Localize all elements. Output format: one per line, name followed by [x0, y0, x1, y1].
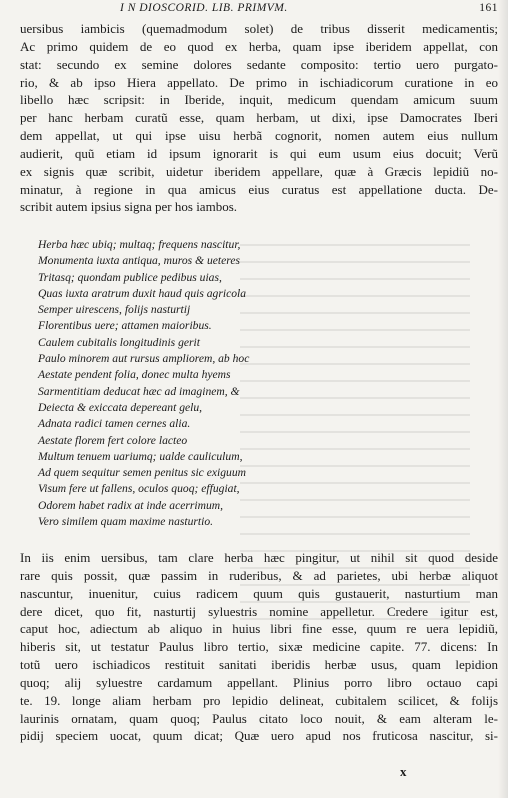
text-line: per hanc herbam curatũ esse, quam herbam, ut dixi, ipse Damocrates Iberi — [20, 110, 498, 126]
text-line: nascuntur, inuenitur, cuius radicem quum quis gustauerit, nasturtium man — [20, 585, 498, 601]
verse-line: Multum tenuem uariumq; ualde cauliculum, — [38, 449, 243, 463]
text-line: minatur, à regione in qua amicus eius curatus est appellatione ducta. De- — [20, 181, 498, 197]
verse-line: Aestate florem fert colore lacteo — [38, 433, 188, 447]
text-line: scribit autem ipsius signa per hos iambos. — [20, 199, 238, 215]
text-line: libello hæc scripsit: in Iberide, inquit, medicum quendam amicum suum — [20, 92, 498, 108]
verse-line: Ad quem sequitur semen penitus sic exiguum — [38, 466, 247, 480]
text-line: caput hoc, adiectum ab aliquo in huius libri fine esse, quum re uera lepidiũ, — [20, 621, 498, 637]
verse-line: Paulo minorem aut rursus ampliorem, ab hoc — [38, 352, 250, 366]
verse-line: Tritasq; quondam publice pedibus uias, — [38, 270, 222, 284]
commentary-paragraph-1 — [20, 20, 498, 216]
text-line: stat: secundo ex semine dolores sedante composito: tertio uero purgato- — [20, 56, 498, 72]
text-line: pidij speciem uocat, quum dicat; Quæ uero apud nos fruticosa nascitur, si- — [20, 728, 498, 744]
text-line: ex signis quæ scribit, uidetur iberidem appellare, quæ à Græcis lepidiũ no- — [20, 163, 498, 179]
verse-line: Monumenta iuxta antiqua, muros & ueteres — [38, 254, 241, 268]
commentary-paragraph-2 — [20, 549, 498, 745]
signature-mark: x — [400, 764, 407, 779]
iambic-verse-block — [38, 237, 418, 530]
verse-line: Herba hæc ubiq; multaq; frequens nascitur, — [38, 238, 241, 251]
verse-line: Florentibus uere; attamen maioribus. — [38, 319, 212, 333]
text-line: laurinis ornatam, quam quoq; Paulus citato loco nouit, & eam alteram le- — [20, 710, 498, 726]
folio-number: 161 — [479, 2, 498, 14]
verse-line: Aestate pendent folia, donec multa hyems — [38, 368, 231, 382]
verse-line: Quas iuxta aratrum duxit haud quis agricola — [38, 286, 247, 300]
verse-line: Vero similem quam maxime nasturtio. — [38, 515, 214, 529]
text-line: totũ uero ischiadicos restituit sanitati iberidis herbæ usus, quam lepidion — [20, 657, 498, 673]
verse-line: Caulem cubitalis longitudinis gerit — [38, 335, 200, 349]
verse-line: Deiecta & exiccata depereant gelu, — [38, 400, 203, 414]
verse-line: Adnata radici tamen cernes alia. — [38, 417, 191, 431]
verse-line: Semper uirescens, folijs nasturtij — [38, 303, 191, 317]
text-line: Ac primo quidem de eo quod ex herba, quam ipse iberidem appellat, con — [20, 38, 498, 54]
text-line: uersibus iambicis (quemadmodum solet) de tribus disserit medicamentis; — [20, 21, 498, 36]
text-line: dere dicet, quo fit, nasturtij syluestris nomine appelletur. Credere igitur est, — [20, 603, 498, 619]
text-line: rio, & ab ipso Hiera appellato. De primo in ischiadicorum curatione in eo — [20, 74, 498, 90]
page-header — [10, 2, 498, 18]
text-line: te. 19. longe aliam herbam pro lepidio delineat, cubitalem scilicet, & folijs — [20, 692, 498, 708]
verse-line: Visum fere ut fallens, oculos quoq; effugiat, — [38, 482, 240, 496]
verse-line: Odorem habet radix at inde acerrimum, — [38, 498, 224, 512]
text-line: quoq; alij syluestre cardamum appellant. Plinius porro libro octauo capi — [20, 674, 498, 690]
text-line: audierit, quũ etiam id ipsum ignorarit is qui eum usum eius docuit; Verũ — [20, 145, 498, 161]
text-line: rare quis possit, quæ passim in ruderibus, & ad parietes, ubi herbæ aliquot — [20, 567, 498, 583]
text-line: dem appellat, ut qui ipse uisu herbã cognorit, nomen autem eius nullum — [20, 128, 498, 144]
verse-line: Sarmentitiam deducat hæc ad imaginem, & — [38, 384, 240, 398]
text-line: In iis enim uersibus, tam clare herba hæc pingitur, ut nihil sit quod deside — [20, 550, 498, 565]
running-title: I N DIOSCORID. LIB. PRIMVM. — [120, 2, 288, 14]
page-edge-shadow — [498, 0, 508, 798]
text-line: hiberis sit, ut testatur Paulus libro tertio, sixæ medicine capite. 77. dicens: In — [20, 639, 498, 655]
